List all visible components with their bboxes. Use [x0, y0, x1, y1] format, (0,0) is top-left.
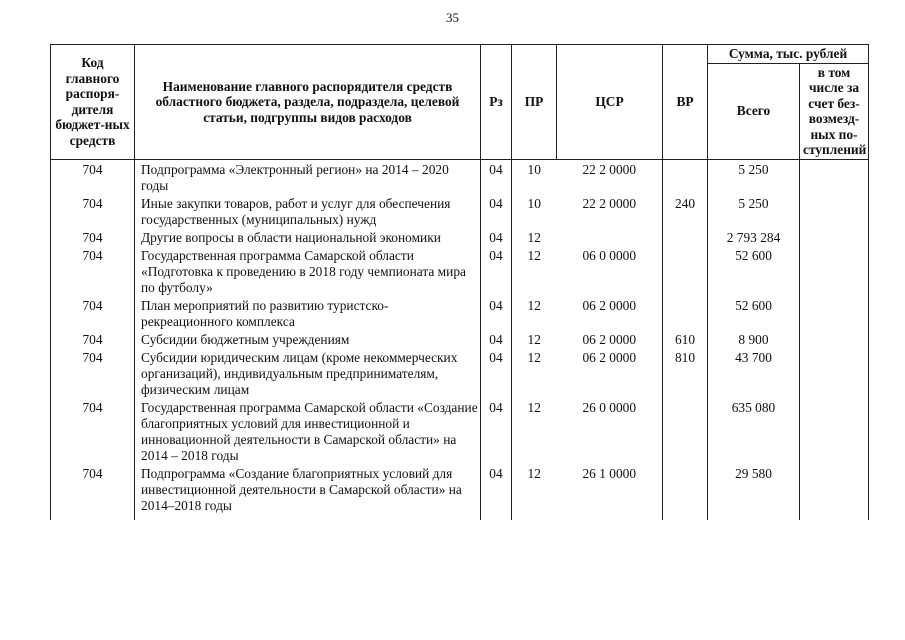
cell-pr: 12 [512, 348, 557, 398]
header-sum-group: Сумма, тыс. рублей [708, 45, 869, 64]
cell-name: Субсидии бюджетным учреждениям [135, 330, 481, 348]
cell-csr: 26 1 0000 [557, 464, 663, 520]
cell-code: 704 [51, 464, 135, 520]
cell-name: Другие вопросы в области национальной экономики [135, 228, 481, 246]
cell-pr: 12 [512, 330, 557, 348]
header-vr: ВР [663, 45, 708, 160]
cell-pr: 10 [512, 194, 557, 228]
cell-rz: 04 [481, 194, 512, 228]
header-total: Всего [708, 63, 800, 159]
cell-code: 704 [51, 296, 135, 330]
table-row [51, 228, 869, 246]
cell-total: 43 700 [708, 348, 800, 398]
cell-free [800, 159, 869, 194]
cell-csr: 06 2 0000 [557, 330, 663, 348]
cell-free [800, 464, 869, 520]
budget-table [50, 44, 869, 520]
cell-pr: 12 [512, 464, 557, 520]
cell-vr [663, 159, 708, 194]
header-csr: ЦСР [557, 45, 663, 160]
page-number: 35 [446, 10, 459, 25]
cell-code: 704 [51, 228, 135, 246]
header-code: Код главного распоря-дителя бюджет-ных средств [51, 45, 135, 160]
cell-total: 2 793 284 [708, 228, 800, 246]
cell-name: Подпрограмма «Электронный регион» на 2014 – 2020 годы [135, 159, 481, 194]
cell-total: 5 250 [708, 159, 800, 194]
cell-rz: 04 [481, 398, 512, 464]
cell-rz: 04 [481, 159, 512, 194]
table-row [51, 194, 869, 228]
cell-vr [663, 296, 708, 330]
cell-name: План мероприятий по развитию туристско-рекреационного комплекса [135, 296, 481, 330]
cell-total: 52 600 [708, 246, 800, 296]
cell-free [800, 330, 869, 348]
cell-rz: 04 [481, 228, 512, 246]
cell-free [800, 194, 869, 228]
cell-csr: 06 2 0000 [557, 348, 663, 398]
table-row [51, 159, 869, 194]
cell-total: 29 580 [708, 464, 800, 520]
cell-name: Иные закупки товаров, работ и услуг для обеспечения государственных (муниципальных) нужд [135, 194, 481, 228]
cell-free [800, 348, 869, 398]
cell-name: Государственная программа Самарской области «Создание благоприятных условий для инвестиционной и инновационной деятельности в Самарской области» на 2014 – 2018 годы [135, 398, 481, 464]
table-row [51, 348, 869, 398]
cell-vr [663, 464, 708, 520]
cell-total: 635 080 [708, 398, 800, 464]
cell-total: 8 900 [708, 330, 800, 348]
cell-vr: 240 [663, 194, 708, 228]
table-row [51, 330, 869, 348]
cell-rz: 04 [481, 464, 512, 520]
table-body [51, 159, 869, 520]
table-row [51, 398, 869, 464]
header-pr: ПР [512, 45, 557, 160]
cell-name: Государственная программа Самарской области «Подготовка к проведению в 2018 году чемпионата мира по футболу» [135, 246, 481, 296]
cell-rz: 04 [481, 330, 512, 348]
cell-code: 704 [51, 398, 135, 464]
cell-code: 704 [51, 246, 135, 296]
cell-csr [557, 228, 663, 246]
cell-pr: 12 [512, 296, 557, 330]
cell-code: 704 [51, 348, 135, 398]
cell-total: 5 250 [708, 194, 800, 228]
table-row [51, 296, 869, 330]
cell-free [800, 246, 869, 296]
cell-vr [663, 228, 708, 246]
cell-vr: 810 [663, 348, 708, 398]
cell-name: Субсидии юридическим лицам (кроме некоммерческих организаций), индивидуальным предпринимателям, физическим лицам [135, 348, 481, 398]
cell-pr: 10 [512, 159, 557, 194]
cell-csr: 22 2 0000 [557, 194, 663, 228]
cell-free [800, 296, 869, 330]
cell-rz: 04 [481, 296, 512, 330]
header-free: в том числе за счет без-возмезд-ных по-ступлений [800, 63, 869, 159]
cell-csr: 06 0 0000 [557, 246, 663, 296]
cell-free [800, 228, 869, 246]
cell-code: 704 [51, 330, 135, 348]
cell-pr: 12 [512, 228, 557, 246]
cell-code: 704 [51, 159, 135, 194]
cell-csr: 06 2 0000 [557, 296, 663, 330]
cell-csr: 26 0 0000 [557, 398, 663, 464]
table-row [51, 464, 869, 520]
cell-csr: 22 2 0000 [557, 159, 663, 194]
cell-name: Подпрограмма «Создание благоприятных условий для инвестиционной деятельности в Самарской области» на 2014–2018 годы [135, 464, 481, 520]
cell-rz: 04 [481, 246, 512, 296]
cell-vr [663, 398, 708, 464]
cell-total: 52 600 [708, 296, 800, 330]
cell-vr [663, 246, 708, 296]
cell-vr: 610 [663, 330, 708, 348]
table-row [51, 246, 869, 296]
header-rz: Рз [481, 45, 512, 160]
cell-rz: 04 [481, 348, 512, 398]
cell-free [800, 398, 869, 464]
cell-code: 704 [51, 194, 135, 228]
header-name: Наименование главного распорядителя средств областного бюджета, раздела, подраздела, целевой статьи, подгруппы видов расходов [135, 45, 481, 160]
cell-pr: 12 [512, 398, 557, 464]
cell-pr: 12 [512, 246, 557, 296]
